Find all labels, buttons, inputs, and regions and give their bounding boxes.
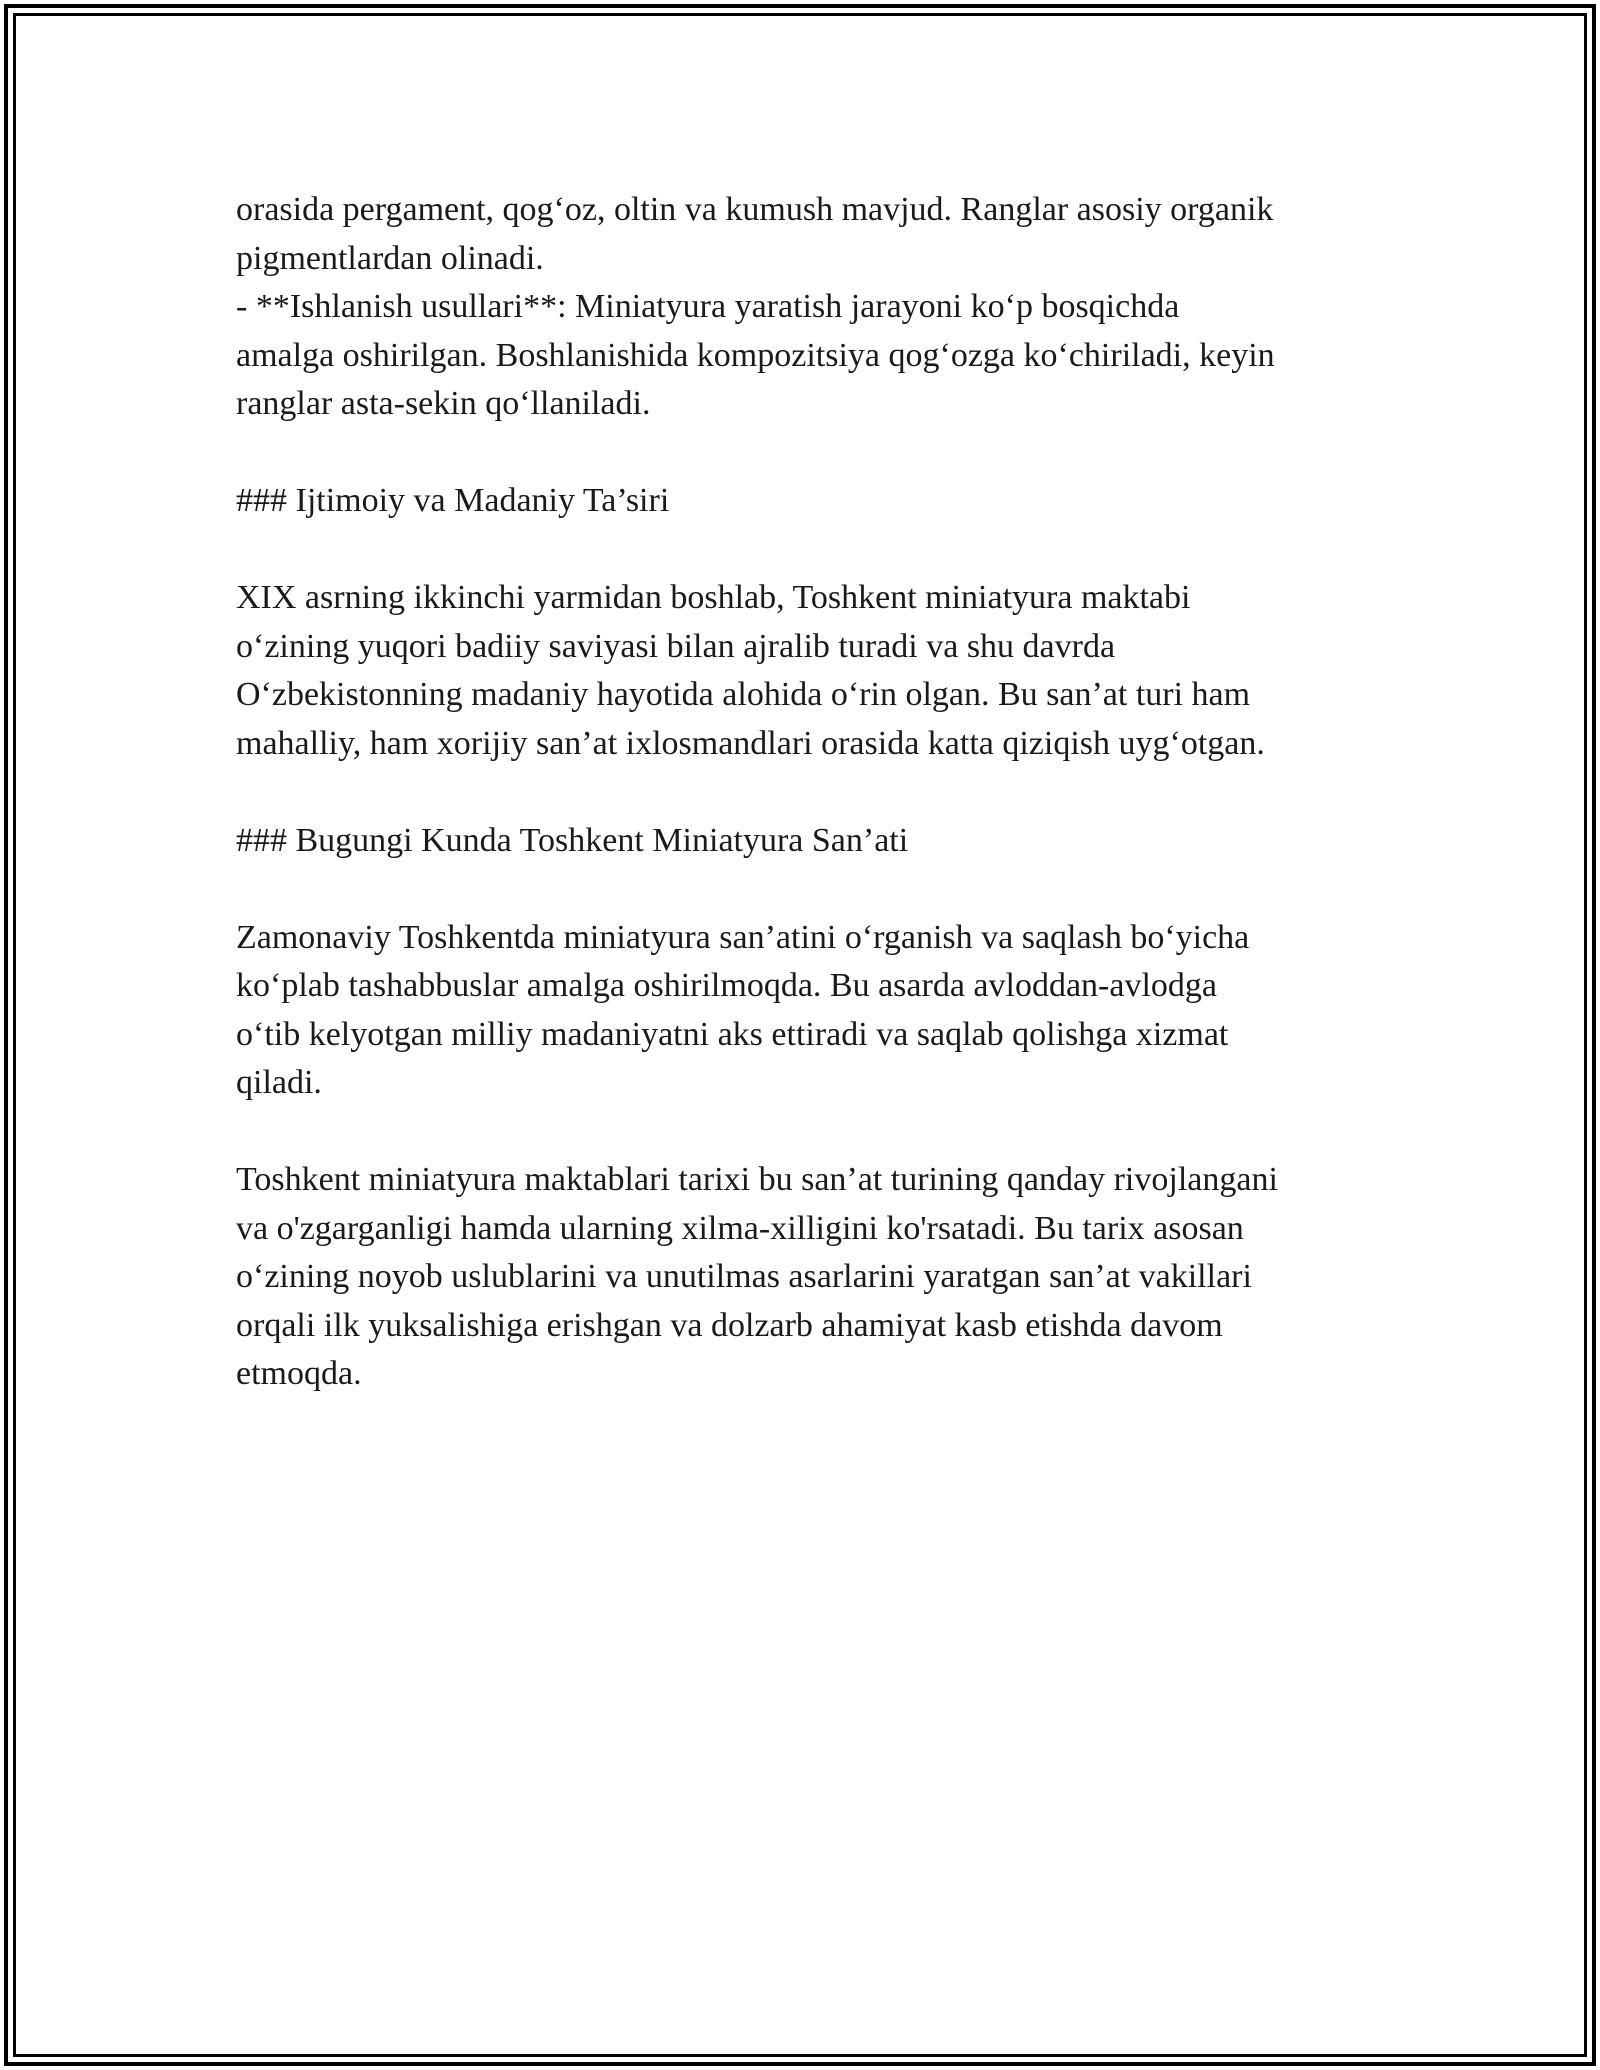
text-line: orasida pergament, qog‘oz, oltin va kumush mavjud. Ranglar asosiy organik	[236, 191, 1274, 228]
section-heading: ### Bugungi Kunda Toshkent Miniatyura San’ati	[236, 821, 909, 859]
text-line: Zamonaviy Toshkentda miniatyura san’atini o‘rganish va saqlash bo‘yicha	[236, 918, 1250, 956]
document-text	[236, 186, 1376, 1399]
blank-line	[236, 429, 1376, 478]
text-line: orqali ilk yuksalishiga erishgan va dolzarb ahamiyat kasb etishda davom	[236, 1306, 1223, 1344]
section-heading: ### Ijtimoiy va Madaniy Ta’siri	[236, 482, 670, 519]
text-line: amalga oshirilgan. Boshlanishida kompozitsiya qog‘ozga ko‘chiriladi, keyin	[236, 336, 1275, 374]
text-line: Toshkent miniatyura maktablari tarixi bu san’at turining qanday rivojlangani	[236, 1161, 1278, 1198]
text-line: O‘zbekistonning madaniy hayotida alohida o‘rin olgan. Bu san’at turi ham	[236, 676, 1251, 713]
text-line: etmoqda.	[236, 1355, 362, 1392]
text-line: va o'zgarganligi hamda ularning xilma-xilligini ko'rsatadi. Bu tarix asosan	[236, 1209, 1244, 1247]
text-line: ko‘plab tashabbuslar amalga oshirilmoqda. Bu asarda avloddan-avlodga	[236, 967, 1217, 1004]
text-line: qiladi.	[236, 1064, 322, 1101]
blank-line	[236, 526, 1376, 575]
blank-line	[236, 865, 1376, 914]
blank-line	[236, 1108, 1376, 1157]
text-line: mahalliy, ham xorijiy san’at ixlosmandlari orasida katta qiziqish uyg‘otgan.	[236, 724, 1265, 762]
list-item-line: - **Ishlanish usullari**: Miniatyura yaratish jarayoni ko‘p bosqichda	[236, 288, 1180, 325]
text-line: o‘zining noyob uslublarini va unutilmas asarlarini yaratgan san’at vakillari	[236, 1258, 1252, 1295]
blank-line	[236, 768, 1376, 817]
text-line: XIX asrning ikkinchi yarmidan boshlab, Toshkent miniatyura maktabi	[236, 579, 1191, 616]
text-line: o‘tib kelyotgan milliy madaniyatni aks ettiradi va saqlab qolishga xizmat	[236, 1015, 1229, 1053]
text-line: pigmentlardan olinadi.	[236, 239, 544, 277]
text-line: o‘zining yuqori badiiy saviyasi bilan ajralib turadi va shu davrda	[236, 627, 1116, 665]
text-line: ranglar asta-sekin qo‘llaniladi.	[236, 385, 651, 422]
